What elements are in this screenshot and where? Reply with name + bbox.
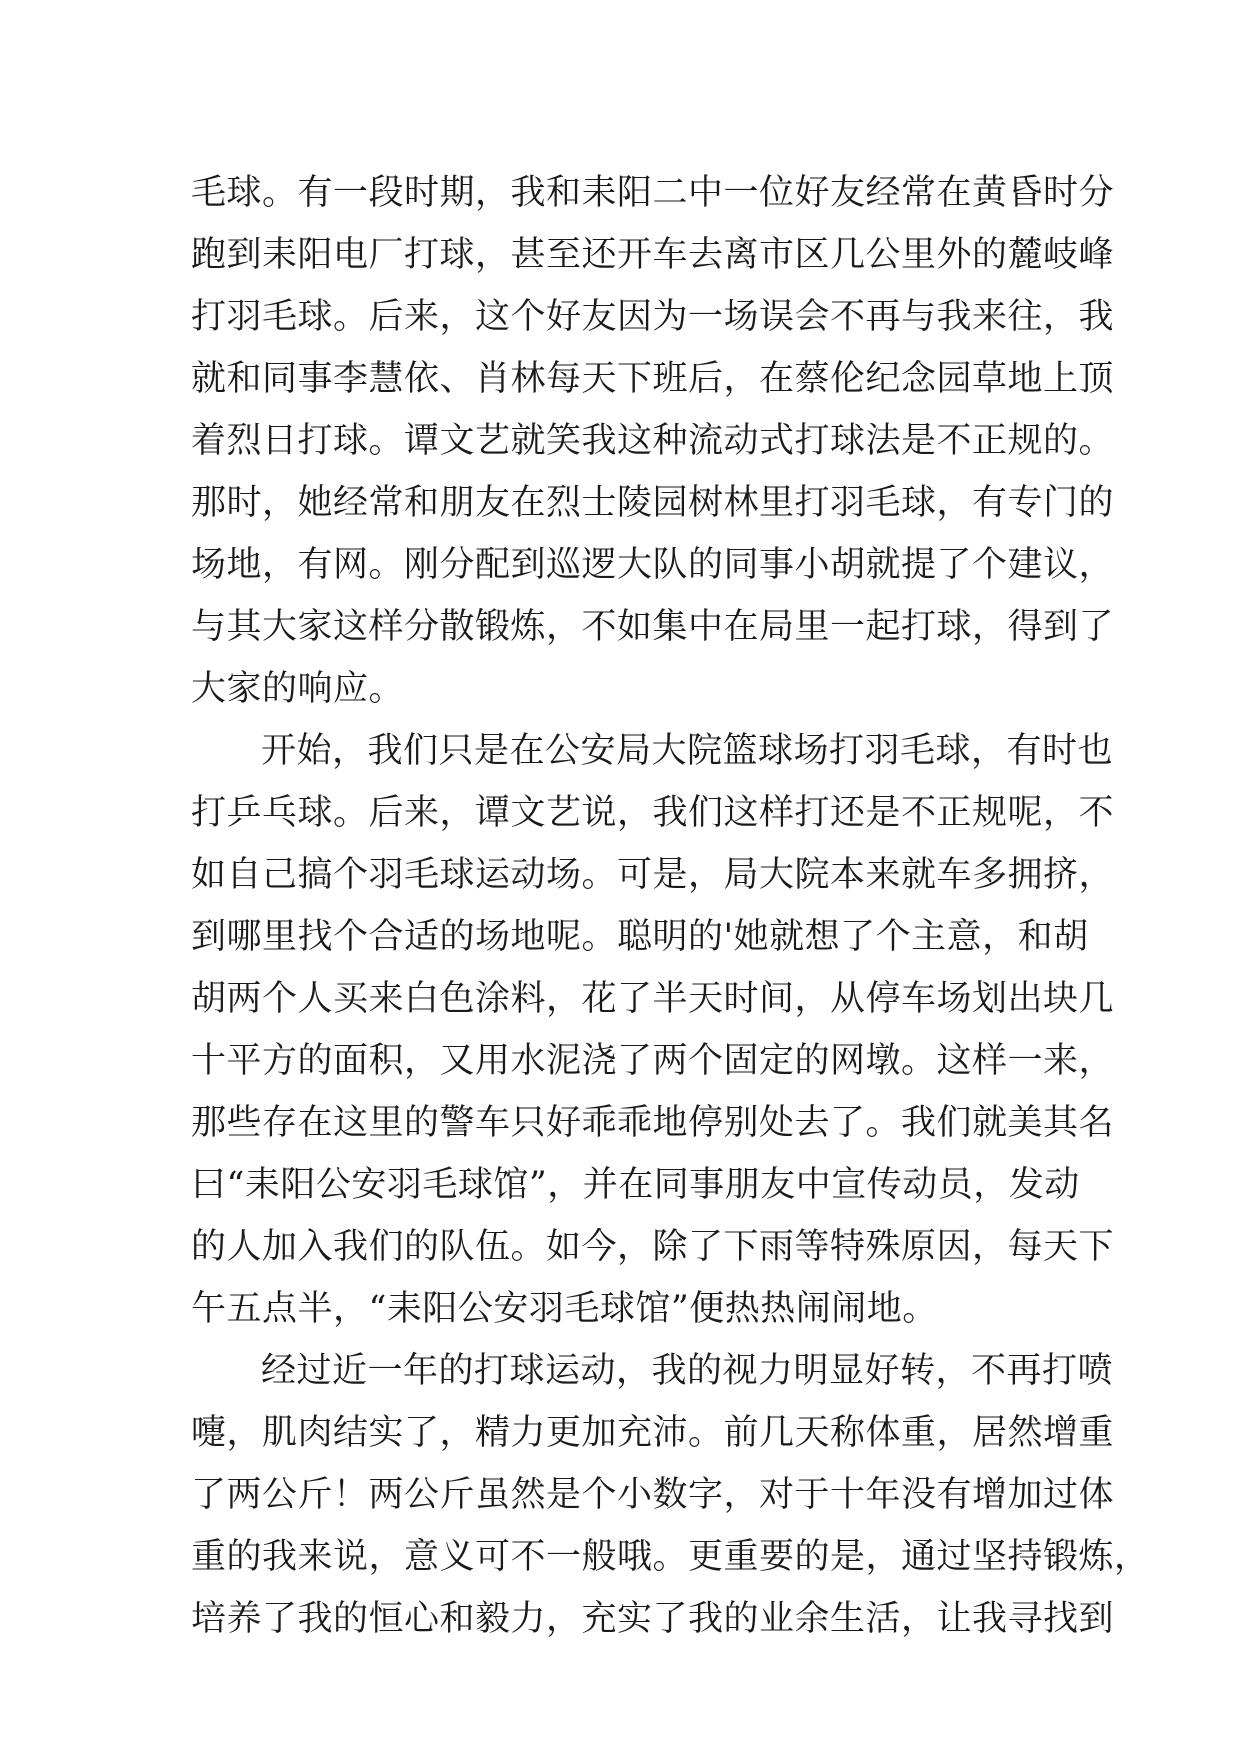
- text-line: 十平方的面积，又用水泥浇了两个固定的网墩。这样一来，: [191, 1041, 1115, 1081]
- text-line: 重的我来说，意义可不一般哦。更重要的是，通过坚持锻炼，: [191, 1537, 1150, 1577]
- text-line: 如自己搞个羽毛球运动场。可是，局大院本来就车多拥挤，: [191, 855, 1115, 895]
- body-text: [191, 162, 1150, 1650]
- text-line: 场地，有网。刚分配到巡逻大队的同事小胡就提了个建议，: [191, 545, 1115, 585]
- text-line: 经过近一年的打球运动，我的视力明显好转，不再打喷: [261, 1351, 1114, 1391]
- text-line: 那时，她经常和朋友在烈士陵园树林里打羽毛球，有专门的: [191, 483, 1115, 523]
- text-line: 跑到耒阳电厂打球，甚至还开车去离市区几公里外的麓岐峰: [191, 235, 1115, 275]
- text-line: 了两公斤！两公斤虽然是个小数字，对于十年没有增加过体: [191, 1475, 1115, 1515]
- text-line: 就和同事李慧依、肖林每天下班后，在蔡伦纪念园草地上顶: [191, 359, 1115, 399]
- text-line: 到哪里找个合适的场地呢。聪明的'她就想了个主意，和胡: [191, 917, 1089, 957]
- text-line: 大家的响应。: [191, 669, 405, 709]
- text-line: 曰“耒阳公安羽毛球馆”，并在同事朋友中宣传动员，发动: [191, 1165, 1080, 1205]
- text-line: 午五点半，“耒阳公安羽毛球馆”便热热闹闹地。: [191, 1289, 938, 1329]
- text-line: 培养了我的恒心和毅力，充实了我的业余生活，让我寻找到: [191, 1599, 1115, 1639]
- text-line: 胡两个人买来白色涂料，花了半天时间，从停车场划出块几: [191, 979, 1115, 1019]
- text-line: 与其大家这样分散锻炼，不如集中在局里一起打球，得到了: [191, 607, 1115, 647]
- text-line: 着烈日打球。谭文艺就笑我这种流动式打球法是不正规的。: [191, 421, 1115, 461]
- text-line: 开始，我们只是在公安局大院篮球场打羽毛球，有时也: [261, 731, 1114, 771]
- text-line: 嚏，肌肉结实了，精力更加充沛。前几天称体重，居然增重: [191, 1413, 1115, 1453]
- text-line: 打乒乓球。后来，谭文艺说，我们这样打还是不正规呢，不: [191, 793, 1115, 833]
- text-line: 毛球。有一段时期，我和耒阳二中一位好友经常在黄昏时分: [191, 173, 1115, 213]
- text-line: 那些存在这里的警车只好乖乖地停别处去了。我们就美其名: [191, 1103, 1115, 1143]
- text-line: 打羽毛球。后来，这个好友因为一场误会不再与我来往，我: [191, 297, 1115, 337]
- text-line: 的人加入我们的队伍。如今，除了下雨等特殊原因，每天下: [191, 1227, 1115, 1267]
